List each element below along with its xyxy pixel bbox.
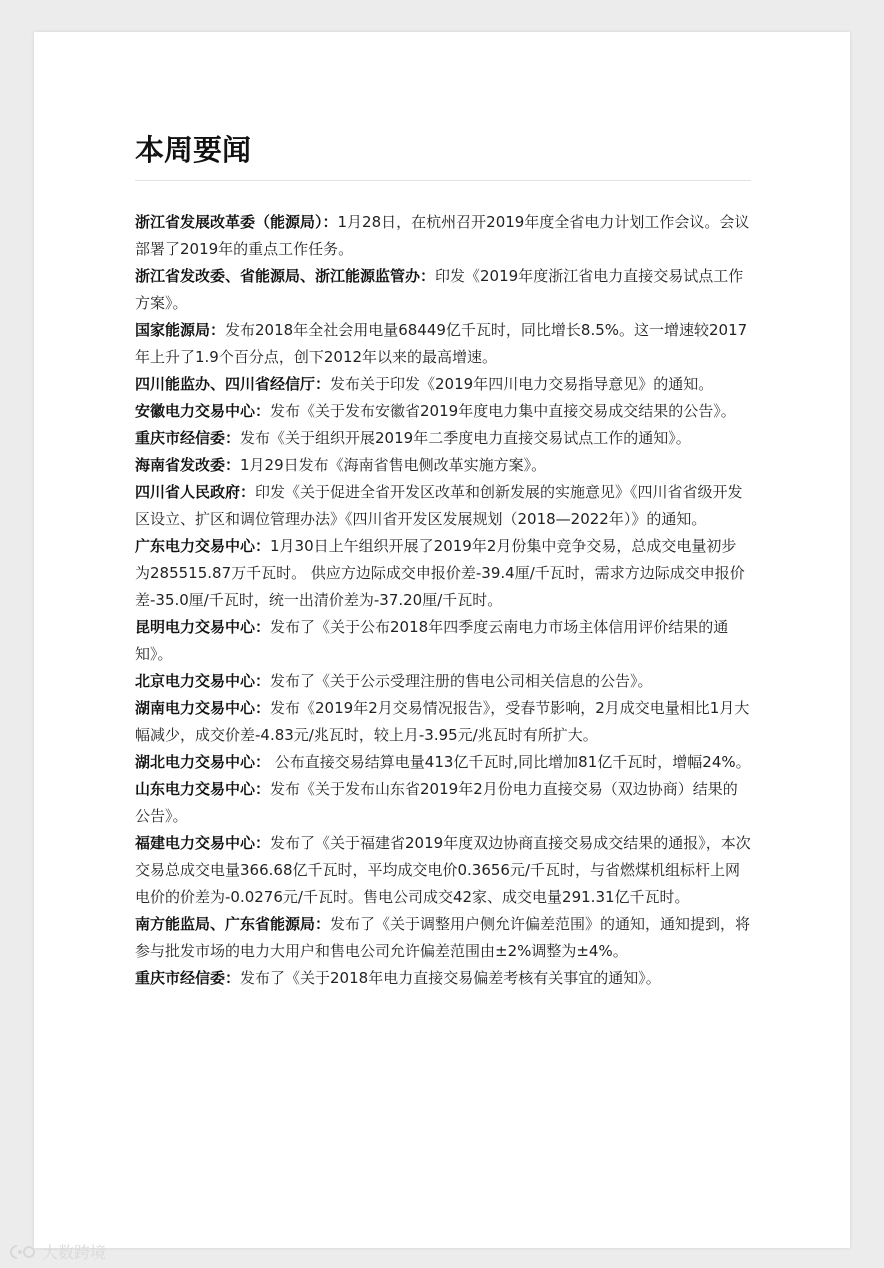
news-item — [135, 668, 751, 695]
watermark — [8, 1240, 106, 1263]
news-text: 发布《2019年2月交易情况报告》，受春节影响，2月成交电量相比1月大幅减少，成交价差-4.83元/兆瓦时，较上月-3.95元/兆瓦时有所扩大。 — [135, 699, 750, 744]
news-text: 发布《关于发布山东省2019年2月份电力直接交易（双边协商）结果的公告》。 — [135, 780, 738, 825]
watermark-text: 大数跨境 — [42, 1243, 107, 1262]
news-source: 国家能源局： — [135, 321, 226, 339]
news-source: 北京电力交易中心： — [135, 672, 271, 690]
brand-logo-icon — [8, 1242, 38, 1262]
news-text: 印发《2019年度浙江省电力直接交易试点工作方案》。 — [135, 267, 744, 312]
news-item — [135, 614, 751, 668]
news-text: 发布了《关于公示受理注册的售电公司相关信息的公告》。 — [270, 672, 653, 690]
news-source: 安徽电力交易中心： — [135, 402, 271, 420]
news-source: 福建电力交易中心： — [135, 834, 271, 852]
news-item — [135, 371, 751, 398]
news-source: 浙江省发改委、省能源局、浙江能源监管办： — [135, 267, 436, 285]
news-item — [135, 965, 751, 992]
title-divider — [135, 180, 751, 181]
news-source: 重庆市经信委： — [135, 429, 241, 447]
news-text: 发布了《关于福建省2019年度双边协商直接交易成交结果的通报》，本次交易总成交电量366.68亿千瓦时，平均成交电价0.3656元/千瓦时，与省燃煤机组标杆上网电价的价差为-0.0276元/千瓦时。售电公司成交42家、成交电量291.31亿千瓦时。 — [135, 834, 751, 906]
news-source: 重庆市经信委： — [135, 969, 241, 987]
news-source: 广东电力交易中心： — [135, 537, 271, 555]
news-text: 1月28日，在杭州召开2019年度全省电力计划工作会议。会议部署了2019年的重点工作任务。 — [135, 213, 750, 258]
news-text: 1月30日上午组织开展了2019年2月份集中竞争交易，总成交电量初步为285515.87万千瓦时。 供应方边际成交申报价差-39.4厘/千瓦时，需求方边际成交申报价差-35.0厘/千瓦时，统一出清价差为-37.20厘/千瓦时。 — [135, 537, 745, 609]
news-text: 发布2018年全社会用电量68449亿千瓦时，同比增长8.5%。这一增速较2017年上升了1.9个百分点，创下2012年以来的最高增速。 — [135, 321, 748, 366]
document-content — [135, 130, 751, 992]
news-item — [135, 830, 751, 911]
news-item — [135, 776, 751, 830]
news-source: 南方能监局、广东省能源局： — [135, 915, 331, 933]
news-text: 发布《关于发布安徽省2019年度电力集中直接交易成交结果的公告》。 — [270, 402, 736, 420]
news-item — [135, 263, 751, 317]
news-item — [135, 209, 751, 263]
news-item — [135, 749, 751, 776]
page-title: 本周要闻 — [135, 133, 252, 167]
document-page — [34, 32, 850, 1248]
news-text: 发布了《关于调整用户侧允许偏差范围》的通知，通知提到，将参与批发市场的电力大用户和售电公司允许偏差范围由±2%调整为±4%。 — [135, 915, 751, 960]
news-list — [135, 209, 751, 992]
news-source: 海南省发改委： — [135, 456, 241, 474]
news-item — [135, 425, 751, 452]
news-item — [135, 911, 751, 965]
news-source: 湖南电力交易中心： — [135, 699, 271, 717]
news-source: 浙江省发展改革委（能源局）： — [135, 213, 338, 231]
news-source: 湖北电力交易中心： — [135, 753, 271, 771]
news-item — [135, 317, 751, 371]
news-source: 四川省人民政府： — [135, 483, 256, 501]
news-source: 四川能监办、四川省经信厅： — [135, 375, 331, 393]
news-text: 发布关于印发《2019年四川电力交易指导意见》的通知。 — [330, 375, 714, 393]
news-text: 发布了《关于2018年电力直接交易偏差考核有关事宜的通知》。 — [240, 969, 661, 987]
news-source: 昆明电力交易中心： — [135, 618, 271, 636]
news-item — [135, 695, 751, 749]
news-item — [135, 452, 751, 479]
news-item — [135, 479, 751, 533]
news-text: 发布了《关于公布2018年四季度云南电力市场主体信用评价结果的通知》。 — [135, 618, 729, 663]
news-item — [135, 533, 751, 614]
news-source: 山东电力交易中心： — [135, 780, 271, 798]
news-text: 公布直接交易结算电量413亿千瓦时,同比增加81亿千瓦时，增幅24%。 — [270, 753, 751, 771]
news-text: 发布《关于组织开展2019年二季度电力直接交易试点工作的通知》。 — [240, 429, 691, 447]
news-text: 印发《关于促进全省开发区改革和创新发展的实施意见》《四川省省级开发区设立、扩区和调位管理办法》《四川省开发区发展规划（2018—2022年）》的通知。 — [135, 483, 743, 528]
news-item — [135, 398, 751, 425]
news-text: 1月29日发布《海南省售电侧改革实施方案》。 — [240, 456, 547, 474]
